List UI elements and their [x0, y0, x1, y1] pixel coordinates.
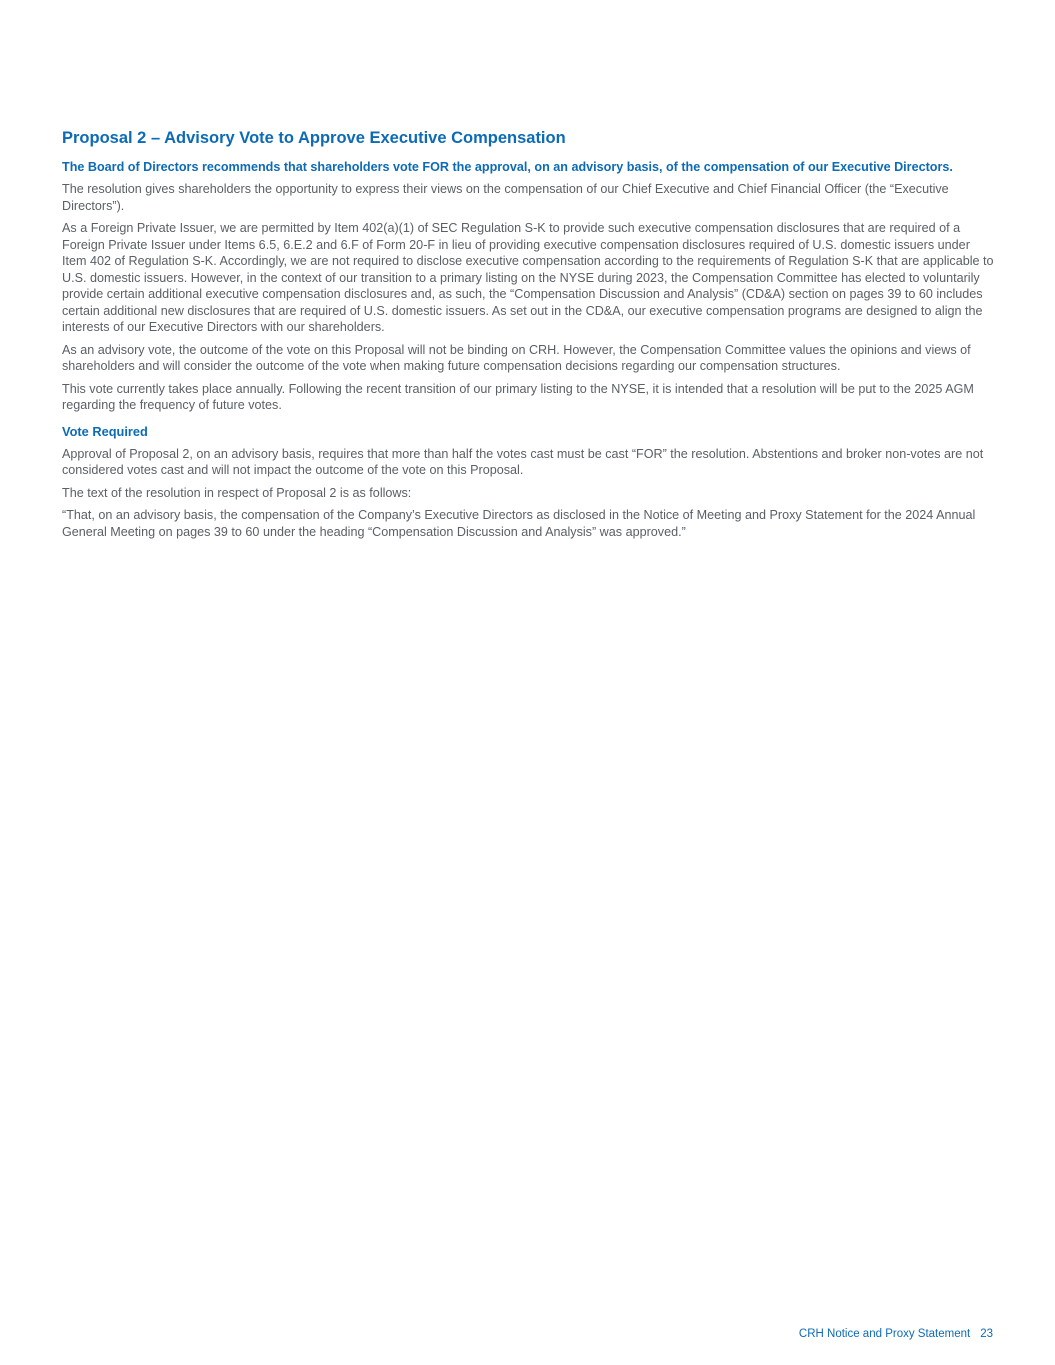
- paragraph-resolution-purpose: The resolution gives shareholders the opportunity to express their views on the compensation of our Chief Executive and Chief Financial Officer (the “Executive Directors”).: [62, 182, 949, 213]
- paragraph-advisory-vote: As an advisory vote, the outcome of the vote on this Proposal will not be binding on CRH. However, the Compensation Committee values the opinions and views of shareholders and will consider the outcome of the vote when making future compensation decisions regarding our compensation structures.: [62, 342, 971, 373]
- footer-document-name: CRH Notice and Proxy Statement: [798, 1328, 971, 1340]
- board-recommendation: The Board of Directors recommends that shareholders vote FOR the approval, on an advisory basis, of the compensation of our Executive Directors.: [62, 160, 953, 174]
- document-page: [62, 127, 994, 546]
- section-title: Proposal 2 – Advisory Vote to Approve Executive Compensation: [62, 129, 566, 147]
- paragraph-foreign-private-issuer: As a Foreign Private Issuer, we are permitted by Item 402(a)(1) of SEC Regulation S-K to provide such executive compensation disclosures that are required of a Foreign Private Issuer under Items 6.5, 6.E.2 and 6.F of Form 20-F in lieu of providing executive compensation disclosures required of U.S. domestic issuers under Item 402 of Regulation S-K. Accordingly, we are not required to disclose executive compensation according to the requirements of Regulation S-K that are applicable to U.S. domestic issuers. However, in the context of our transition to a primary listing on the NYSE during 2023, the Compensation Committee has elected to voluntarily provide certain additional executive compensation disclosures and, as such, the “Compensation Discussion and Analysis” (CD&A) section on pages 39 to 60 includes certain additional new disclosures that are required of U.S. domestic issuers. As set out in the CD&A, our executive compensation programs are designed to align the interests of our Executive Directors with our shareholders.: [62, 221, 994, 334]
- paragraph-vote-frequency: This vote currently takes place annually. Following the recent transition of our primary listing to the NYSE, it is intended that a resolution will be put to the 2025 AGM regarding the frequency of future votes.: [62, 381, 974, 412]
- page-number: 23: [980, 1328, 993, 1340]
- paragraph-resolution-intro: The text of the resolution in respect of Proposal 2 is as follows:: [62, 485, 412, 500]
- paragraph-resolution-text: “That, on an advisory basis, the compensation of the Company’s Executive Directors as disclosed in the Notice of Meeting and Proxy Statement for the 2024 Annual General Meeting on pages 39 to 60 under the heading “Compensation Discussion and Analysis” was approved.”: [62, 508, 976, 539]
- page-footer: [799, 1327, 993, 1341]
- paragraph-approval-requirement: Approval of Proposal 2, on an advisory basis, requires that more than half the votes cast must be cast “FOR” the resolution. Abstentions and broker non-votes are not considered votes cast and will not impact the outcome of the vote on this Proposal.: [62, 446, 984, 477]
- vote-required-heading: Vote Required: [62, 423, 148, 439]
